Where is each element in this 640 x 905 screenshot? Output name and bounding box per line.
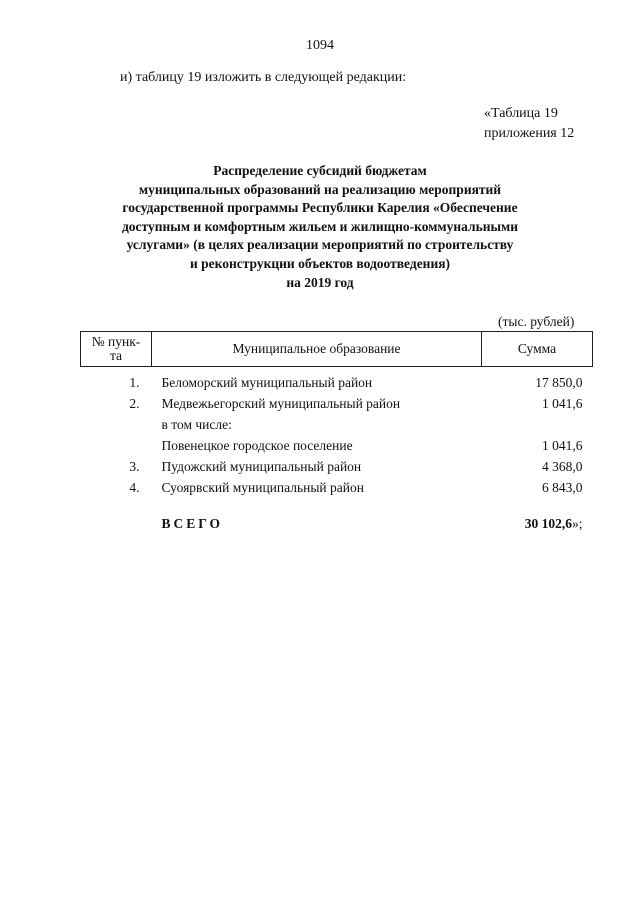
table-row [81, 393, 593, 414]
table-row [81, 435, 593, 456]
row-num [81, 435, 152, 456]
unit-label: (тыс. рублей) [498, 314, 575, 329]
row-sum: 17 850,0 [535, 374, 583, 390]
table-header-row [81, 332, 593, 367]
row-name: Повенецкое городское поселение [161, 437, 353, 453]
table-reference [484, 104, 574, 144]
header-municipality: Муниципальное образование [152, 332, 482, 367]
header-num-line: та [109, 348, 123, 363]
header-num-line: № пунк- [91, 334, 141, 349]
table-ref-line: «Таблица 19 [484, 106, 558, 121]
row-name: Медвежьегорский муниципальный район [161, 395, 401, 411]
row-sum: 4 368,0 [542, 458, 583, 474]
row-name: в том числе: [161, 416, 232, 432]
row-num: 2. [129, 395, 140, 411]
title-line: государственной программы Республики Карелия «Обеспечение [122, 200, 518, 216]
row-sum [482, 414, 593, 435]
row-sum: 1 041,6 [542, 395, 583, 411]
title-line: на 2019 год [286, 274, 354, 290]
intro-text: и) таблицу 19 изложить в следующей редакции: [120, 70, 407, 85]
row-num: 3. [129, 458, 140, 474]
title-line: доступным и комфортным жильем и жилищно-коммунальными [121, 218, 519, 234]
row-sum: 6 843,0 [542, 479, 583, 495]
page-number: 1094 [306, 38, 334, 53]
table-row [81, 456, 593, 477]
title-line: муниципальных образований на реализацию мероприятий [138, 181, 502, 197]
row-num: 1. [129, 374, 140, 390]
total-suffix: »; [571, 516, 583, 531]
row-name: Суоярвский муниципальный район [161, 479, 364, 495]
title-line: услугами» (в целях реализации мероприятий по строительству [126, 237, 514, 253]
spacer-row [81, 498, 593, 512]
title-line: и реконструкции объектов водоотведения) [189, 255, 451, 271]
row-name: Беломорский муниципальный район [161, 374, 373, 390]
row-num [81, 414, 152, 435]
total-sum-cell [482, 512, 593, 536]
table-row [81, 477, 593, 498]
total-row [81, 512, 593, 536]
document-title [80, 162, 560, 292]
row-name: Пудожский муниципальный район [161, 458, 362, 474]
header-num [81, 332, 152, 367]
row-sum: 1 041,6 [542, 437, 583, 453]
title-line: Распределение субсидий бюджетам [213, 163, 427, 178]
subsidy-table [80, 331, 593, 536]
total-sum: 30 102,6 [524, 516, 572, 531]
table-row [81, 372, 593, 393]
header-sum: Сумма [482, 332, 593, 367]
row-num: 4. [129, 479, 140, 495]
table-row [81, 414, 593, 435]
table-ref-line: приложения 12 [484, 126, 575, 141]
total-label: ВСЕГО [161, 516, 224, 531]
